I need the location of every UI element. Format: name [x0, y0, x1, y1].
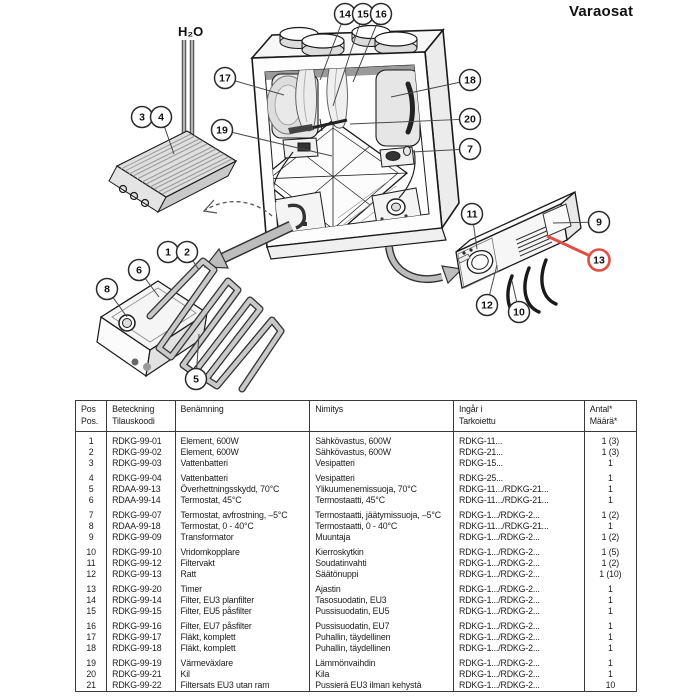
table-row: 17 RDKG-99-17 Fläkt, komplett Puhallin, täydellinen RDKG-1.../RDKG-2... 1	[76, 632, 637, 643]
callout-number-3: 3	[139, 111, 145, 124]
h2o-label: H₂O	[178, 24, 204, 39]
frost-sensor	[404, 147, 411, 156]
page-title: Varaosat	[569, 3, 634, 20]
callout-leader-10	[512, 281, 517, 302]
table-row: 6 RDAA-99-14 Termostat, 45°C Termostaatti, 45°C RDKG-11.../RDKG-21... 1	[76, 495, 637, 506]
column-header: Pos Pos.	[76, 401, 107, 432]
table-row: 20 RDKG-99-21 Kil Kila RDKG-1.../RDKG-2... 1	[76, 669, 637, 680]
table-row: 10 RDKG-99-10 Vridomkopplare Kierroskytkin RDKG-1.../RDKG-2... 1 (5)	[76, 543, 637, 558]
column-header: Antal* Määrä*	[584, 401, 636, 432]
table-row: 2 RDKG-99-02 Element, 600W Sähkövastus, 600W RDKG-21... 1 (3)	[76, 447, 637, 458]
table-row: 7 RDKG-99-07 Termostat, avfrostning, –5°C Termostaatti, jäätymissuoja, –5°C RDKG-1.../RDKG-2... 1 (2)	[76, 506, 637, 521]
table-row: 4 RDKG-99-04 Vattenbatteri Vesipatteri RDKG-25... 1	[76, 469, 637, 484]
callout-number-6: 6	[136, 264, 142, 277]
column-header: Ingår i Tarkoiettu	[454, 401, 585, 432]
water-battery	[109, 131, 236, 212]
table-row: 3 RDKG-99-03 Vattenbatteri Vesipatteri RDKG-15... 1	[76, 458, 637, 469]
callout-number-17: 17	[219, 72, 231, 85]
callout-number-1: 1	[165, 246, 171, 259]
parts-table	[75, 400, 637, 692]
callout-number-10: 10	[513, 306, 525, 319]
table-row: 12 RDKG-99-13 Ratt Säätönuppi RDKG-1.../RDKG-2... 1 (10)	[76, 569, 637, 580]
table-row: 1 RDKG-99-01 Element, 600W Sähkövastus, 600W RDKG-11... 1 (3)	[76, 432, 637, 448]
callout-number-19: 19	[216, 124, 228, 137]
column-header: Beteckning Tilauskoodi	[107, 401, 175, 432]
table-row: 14 RDKG-99-14 Filter, EU3 planfilter Tasosuodatin, EU3 RDKG-1.../RDKG-2... 1	[76, 595, 637, 606]
callout-number-16: 16	[375, 8, 387, 21]
callout-number-8: 8	[104, 283, 110, 296]
callout-number-7: 7	[467, 143, 473, 156]
callout-number-12: 12	[481, 299, 493, 312]
dashed-arrow	[204, 200, 272, 216]
callout-number-11: 11	[466, 208, 478, 221]
column-header: Nimitys	[310, 401, 454, 432]
callout-number-5: 5	[193, 373, 199, 386]
table-row: 15 RDKG-99-15 Filter, EU5 påsfilter Pussisuodatin, EU5 RDKG-1.../RDKG-2... 1	[76, 606, 637, 617]
table-row: 11 RDKG-99-12 Filtervakt Soudatinvahti RDKG-1.../RDKG-2... 1 (2)	[76, 558, 637, 569]
callout-number-14: 14	[339, 8, 351, 21]
callout-number-4: 4	[158, 111, 164, 124]
callout-number-13: 13	[593, 254, 605, 267]
table-row: 8 RDAA-99-18 Termostat, 0 - 40°C Termostaatti, 0 - 40°C RDKG-11.../RDKG-21... 1	[76, 521, 637, 532]
table-row: 16 RDKG-99-16 Filter, EU7 påsfilter Pussisuodatin, EU7 RDKG-1.../RDKG-2... 1	[76, 617, 637, 632]
table-row: 19 RDKG-99-19 Värmeväxlare Lämmönvaihdin RDKG-1.../RDKG-2... 1	[76, 654, 637, 669]
table-row: 13 RDKG-99-20 Timer Ajastin RDKG-1.../RDKG-2... 1	[76, 580, 637, 595]
column-header: Benämning	[175, 401, 310, 432]
callout-number-9: 9	[596, 216, 602, 229]
callout-number-15: 15	[357, 8, 369, 21]
arrow-to-control-box	[389, 247, 462, 283]
callout-number-20: 20	[464, 113, 476, 126]
table-header	[76, 401, 637, 432]
table-row: 9 RDKG-99-09 Transformator Muuntaja RDKG-1.../RDKG-2... 1 (2)	[76, 532, 637, 543]
heating-element	[97, 261, 281, 389]
table-row: 21 RDKG-99-22 Filtersats EU3 utan ram Pussierä EU3 ilman kehystä RDKG-1.../RDKG-2... 10	[76, 680, 637, 692]
table-row: 18 RDKG-99-18 Fläkt, komplett Puhallin, täydellinen RDKG-1.../RDKG-2... 1	[76, 643, 637, 654]
callout-number-18: 18	[464, 74, 476, 87]
table-row: 5 RDAA-99-13 Överhettningsskydd, 70°C Ylikuumenemissuoja, 70°C RDKG-11.../RDKG-21... 1	[76, 484, 637, 495]
callout-number-2: 2	[184, 246, 190, 259]
